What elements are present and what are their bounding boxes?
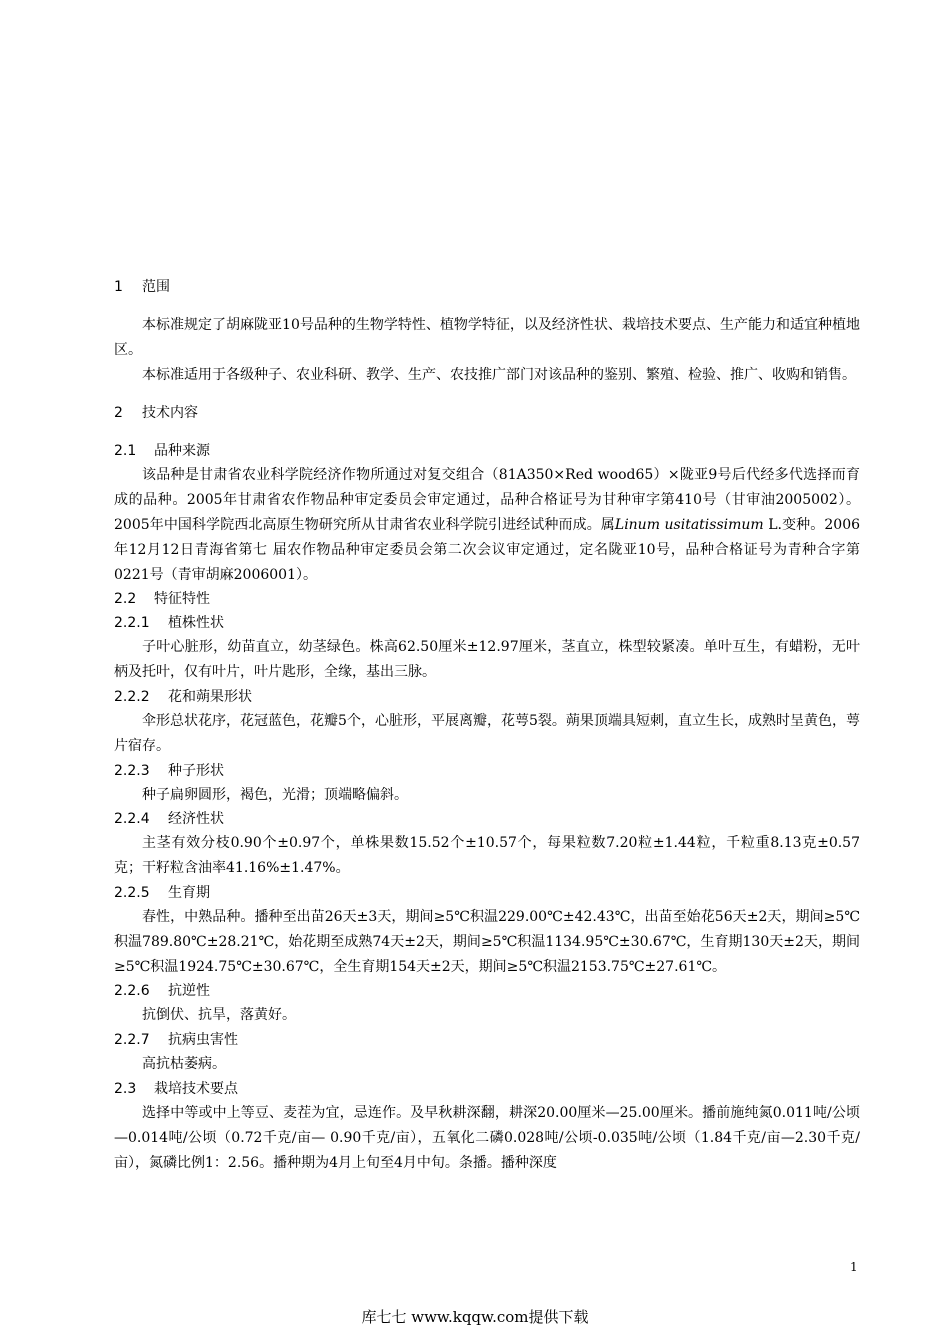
paragraph: 种子扁卵圆形，褐色，光滑；顶端略偏斜。 — [142, 786, 408, 803]
section-number: 2.1 — [114, 443, 137, 460]
section-title: 抗病虫害性 — [168, 1032, 238, 1049]
section-heading-2-1 — [114, 439, 860, 463]
paragraph: 子叶心脏形，幼苗直立，幼茎绿色。株高62.50厘米±12.97厘米，茎直立，株型较紧凑。单叶互生，有蜡粉，无叶柄及托叶，仅有叶片，叶片匙形，全缘，基出三脉。 — [114, 639, 860, 681]
section-number: 2.2.3 — [114, 762, 150, 779]
scientific-name: Linum usitatissimum — [614, 516, 764, 533]
section-title: 生育期 — [168, 884, 210, 901]
section-title: 种子形状 — [168, 762, 224, 779]
download-footer: 库七七 www.kqqw.com提供下载 — [361, 1308, 589, 1326]
section-number: 2.2.1 — [114, 615, 150, 632]
paragraph: 主茎有效分枝0.90个±0.97个，单株果数15.52个±10.57个，每果粒数7.20粒±1.44粒，千粒重8.13克±0.57克；干籽粒含油率41.16%±1.47%。 — [114, 835, 860, 877]
document-body — [114, 275, 860, 1175]
section-number: 2 — [114, 405, 123, 422]
section-heading-2-3 — [114, 1077, 860, 1101]
section-title: 特征特性 — [154, 591, 210, 608]
paragraph: 春性，中熟品种。播种至出苗26天±3天，期间≥5℃积温229.00℃±42.43℃，出苗至始花56天±2天，期间≥5℃积温789.80℃±28.21℃，始花期至成熟74天±2天，期间≥5℃积温1134.95℃±30.67℃，生育期130天±2天，期间≥5℃积温1924.75℃±30.67℃，全生育期154天±2天，期间≥5℃积温2153.75℃±27.61℃。 — [114, 908, 860, 975]
section-title: 范围 — [142, 279, 170, 295]
section-heading-2-2-3 — [114, 759, 860, 783]
section-number: 2.2.2 — [114, 688, 150, 705]
section-number: 2.2.4 — [114, 811, 150, 828]
paragraph: 选择中等或中上等豆、麦茬为宜，忌连作。及早秋耕深翻，耕深20.00厘米—25.00厘米。播前施纯氮0.011吨/公顷—0.014吨/公顷（0.72千克/亩— 0.90千克/亩），五氧化二磷0.028吨/公顷-0.035吨/公顷（1.84千克/亩—2.30千克/亩），氮磷比例1：2.56。播种期为4月上旬至4月中旬。条播。播种深度 — [114, 1104, 860, 1171]
section-heading-2-2-5 — [114, 881, 860, 905]
section-heading-2-2-4 — [114, 807, 860, 831]
section-number: 2.3 — [114, 1080, 137, 1097]
section-number: 1 — [114, 279, 123, 295]
section-number: 2.2.6 — [114, 983, 150, 1000]
paragraph-variety-origin — [114, 463, 860, 587]
paragraph: 高抗枯萎病。 — [142, 1056, 226, 1073]
section-title: 花和蒴果形状 — [168, 688, 252, 705]
section-heading-2-2-1 — [114, 611, 860, 635]
section-number: 2.2.7 — [114, 1032, 150, 1049]
section-title: 经济性状 — [168, 811, 224, 828]
paragraph: 本标准规定了胡麻陇亚10号品种的生物学特性、植物学特征，以及经济性状、栽培技术要点、生产能力和适宜种植地区。 — [114, 317, 860, 358]
section-heading-1 — [114, 275, 860, 299]
section-heading-2-2-7 — [114, 1028, 860, 1052]
section-heading-2-2 — [114, 587, 860, 611]
section-title: 品种来源 — [154, 443, 210, 460]
section-number: 2.2.5 — [114, 884, 150, 901]
section-title: 栽培技术要点 — [154, 1080, 238, 1097]
section-heading-2-2-6 — [114, 979, 860, 1003]
paragraph-text: L.变种。2006年12月12日青海省第七 届农作物品种审定委员会第二次会议审定通过，定名陇亚10号，品种合格证号为青种合字第0221号（青审胡麻2006001）。 — [114, 516, 861, 583]
page-number: 1 — [850, 1260, 858, 1274]
section-title: 植株性状 — [168, 615, 224, 632]
section-heading-2 — [114, 401, 860, 425]
section-title: 技术内容 — [142, 405, 198, 422]
paragraph-text: 该品种是甘肃省农业科学院经济作物所通过对复交组合（81A350×Red wood65）×陇亚9号后代经多代选择而育成的品种。2005年甘肃省农作物品种审定委员会审定通过，品种合格证号为甘种审字第410号（甘审油2005002）。2005年中国科学院西北高原生物研究所从甘肃省农业科学院引进经试种而成。属 — [114, 467, 860, 533]
paragraph: 伞形总状花序，花冠蓝色，花瓣5个，心脏形，平展离瓣，花萼5裂。蒴果顶端具短刺，直立生长，成熟时呈黄色，萼片宿存。 — [114, 712, 860, 754]
section-title: 抗逆性 — [168, 983, 210, 1000]
paragraph: 本标准适用于各级种子、农业科研、教学、生产、农技推广部门对该品种的鉴别、繁殖、检验、推广、收购和销售。 — [142, 366, 856, 383]
paragraph: 抗倒伏、抗旱，落黄好。 — [142, 1007, 296, 1024]
section-heading-2-2-2 — [114, 685, 860, 709]
section-number: 2.2 — [114, 591, 137, 608]
